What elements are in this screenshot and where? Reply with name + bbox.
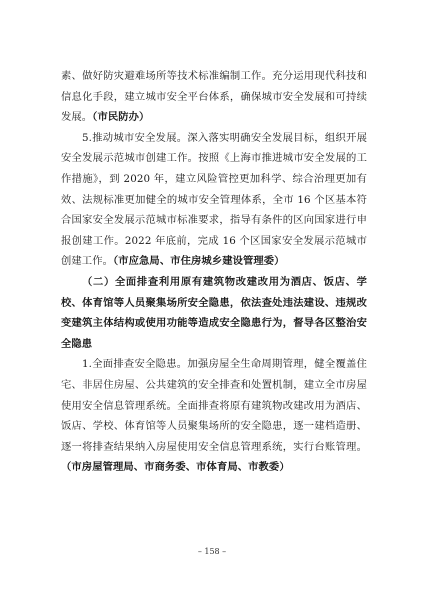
page-content — [61, 66, 367, 478]
responsible-agency-note: （市应急局、市住房城乡建设管理委） — [112, 255, 285, 268]
responsible-agency-note: （市民防办） — [92, 111, 150, 124]
paragraph-text: 5.推动城市安全发展。深入落实明确安全发展目标，组织开展安全发展示范城市创建工作。按照《上海市推进城市安全发展的工作措施》，到 2020 年，建立风险管控更加科学、综合治理更加有效、法规标准更加健全的城市安全管理体系，全市 16 个区基本符合国家安全发展示范城市标准要求，指导有条件的区向国家进行申报创建工作。2022 年底前，完成 16 个区国家安全发展示范城市创建工作。 — [61, 131, 367, 268]
paragraph-text: 素、做好防灾避难场所等技术标准编制工作。充分运用现代科技和信息化手段，建立城市安全平台体系，确保城市安全发展和可持续发展。 — [61, 70, 367, 124]
paragraph-item-5 — [61, 128, 367, 272]
paragraph-continuation — [61, 66, 367, 128]
section-heading: （二）全面排查利用原有建筑物改建改用为酒店、饭店、学校、体育馆等人员聚集场所安全隐患，依法查处违法建设、违规改变建筑主体结构或使用功能等造成安全隐患行为，督导各区整治安全隐患 — [61, 275, 367, 350]
page-number: – 158 – — [197, 547, 227, 556]
paragraph-item-1 — [61, 354, 367, 478]
responsible-agency-note: （市房屋管理局、市商务委、市体育局、市教委） — [61, 461, 290, 474]
paragraph-text: 1.全面排查安全隐患。加强房屋全生命周期管理，健全覆盖住宅、非居住房屋、公共建筑的安全排查和处置机制，建立全市房屋使用安全信息管理系统。全面排查将原有建筑物改建改用为酒店、饭店、学校、体育馆等人员聚集场所的安全隐患，逐一建档造册、逐一将排查结果纳入房屋使用安全信息管理系统，实行台账管理。 — [61, 358, 367, 453]
